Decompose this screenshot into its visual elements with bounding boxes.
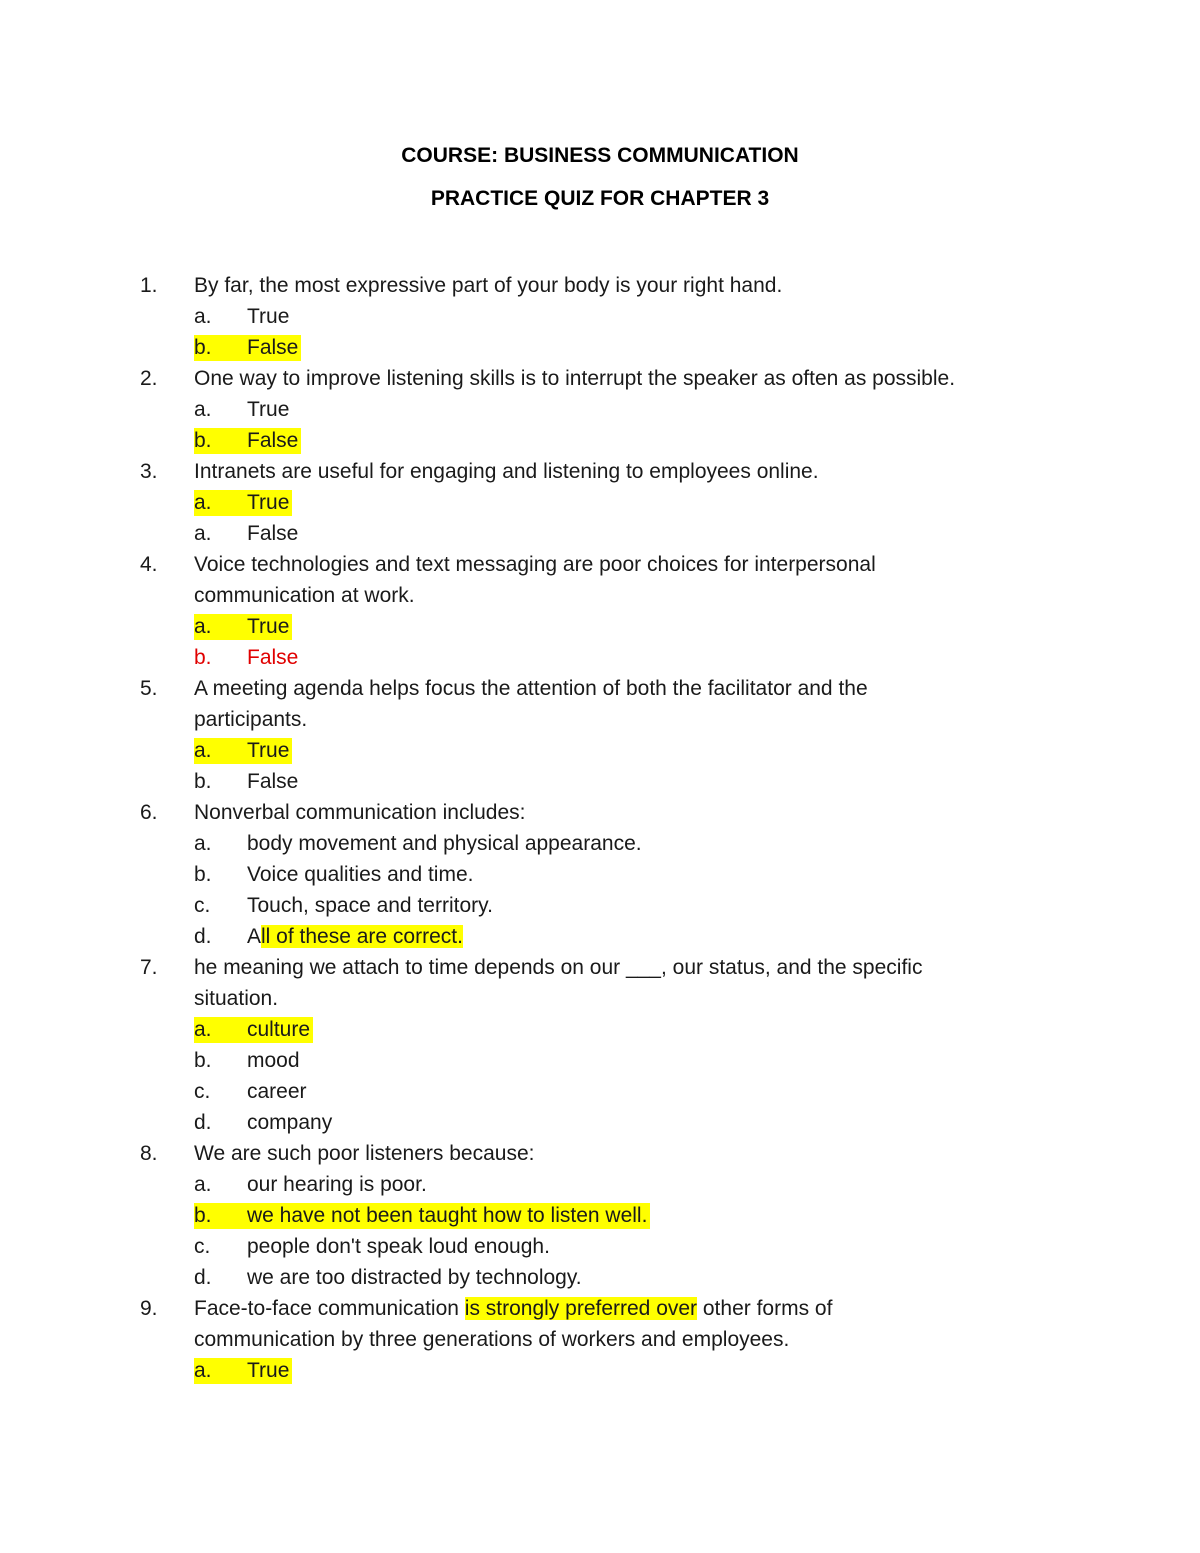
course-title: COURSE: BUSINESS COMMUNICATION <box>401 144 799 167</box>
option-a: a. True <box>194 305 290 328</box>
option <box>0 394 1200 425</box>
option <box>0 1076 1200 1107</box>
question-text: Face-to-face communication is strongly preferred over other forms of <box>194 1297 833 1320</box>
question-8 <box>0 1138 1200 1169</box>
question-text-continued <box>0 983 1200 1014</box>
question-6 <box>0 797 1200 828</box>
option-c: c. people don't speak loud enough. <box>194 1235 550 1258</box>
question-text-continued <box>0 704 1200 735</box>
option <box>0 487 1200 518</box>
question-text: We are such poor listeners because: <box>194 1142 535 1165</box>
question-text: Voice technologies and text messaging are poor choices for interpersonal <box>194 553 876 576</box>
question-number: 7. <box>140 956 158 979</box>
option <box>0 735 1200 766</box>
option <box>0 425 1200 456</box>
question-number: 4. <box>140 553 158 576</box>
question-number: 1. <box>140 274 158 297</box>
question-number: 8. <box>140 1142 158 1165</box>
option-d: d. we are too distracted by technology. <box>194 1266 582 1289</box>
option <box>0 1262 1200 1293</box>
option <box>0 1045 1200 1076</box>
question-number: 5. <box>140 677 158 700</box>
question-5 <box>0 673 1200 704</box>
question-number: 6. <box>140 801 158 824</box>
question-text: situation. <box>194 987 279 1010</box>
option <box>0 890 1200 921</box>
question-7 <box>0 952 1200 983</box>
option <box>0 828 1200 859</box>
option <box>0 1014 1200 1045</box>
option-d: d. All of these are correct. <box>194 925 463 948</box>
option-a: a. True <box>194 398 290 421</box>
option-b: b. Voice qualities and time. <box>194 863 474 886</box>
option-a-highlighted: a. True <box>194 614 292 640</box>
option <box>0 1200 1200 1231</box>
option <box>0 332 1200 363</box>
question-text: A meeting agenda helps focus the attention of both the facilitator and the <box>194 677 868 700</box>
option <box>0 766 1200 797</box>
option <box>0 642 1200 673</box>
question-number: 9. <box>140 1297 158 1320</box>
option <box>0 1169 1200 1200</box>
question-text: Nonverbal communication includes: <box>194 801 526 824</box>
option-b-highlighted: b. False <box>194 428 301 454</box>
quiz-list <box>0 270 1200 1386</box>
question-1 <box>0 270 1200 301</box>
question-text: he meaning we attach to time depends on our ___, our status, and the specific <box>194 956 923 979</box>
question-text: communication by three generations of workers and employees. <box>194 1328 790 1351</box>
option-a2: a. False <box>194 522 299 545</box>
option-b-highlighted: b. False <box>194 335 301 361</box>
option-a-highlighted: a. culture <box>194 1017 313 1043</box>
option <box>0 1355 1200 1386</box>
option-d: d. company <box>194 1111 333 1134</box>
option-a-highlighted: a. True <box>194 490 292 516</box>
option-a-highlighted: a. True <box>194 1358 292 1384</box>
question-text: Intranets are useful for engaging and listening to employees online. <box>194 460 819 483</box>
option <box>0 1231 1200 1262</box>
question-text-continued <box>0 580 1200 611</box>
question-number: 2. <box>140 367 158 390</box>
quiz-title: PRACTICE QUIZ FOR CHAPTER 3 <box>430 187 770 210</box>
question-9 <box>0 1293 1200 1324</box>
option <box>0 301 1200 332</box>
option <box>0 611 1200 642</box>
question-text: One way to improve listening skills is to interrupt the speaker as often as possible. <box>194 367 956 390</box>
option <box>0 859 1200 890</box>
question-3 <box>0 456 1200 487</box>
option-a: a. body movement and physical appearance. <box>194 832 642 855</box>
option-a: a. our hearing is poor. <box>194 1173 427 1196</box>
option-c: c. Touch, space and territory. <box>194 894 493 917</box>
question-4 <box>0 549 1200 580</box>
option-c: c. career <box>194 1080 307 1103</box>
highlighted-phrase: is strongly preferred over <box>464 1297 698 1320</box>
option-b: b. False <box>194 770 299 793</box>
option <box>0 1107 1200 1138</box>
highlighted-answer: ll of these are correct. <box>261 925 463 948</box>
question-text: communication at work. <box>194 584 415 607</box>
question-text: By far, the most expressive part of your body is your right hand. <box>194 274 783 297</box>
question-2 <box>0 363 1200 394</box>
option <box>0 518 1200 549</box>
question-text-continued <box>0 1324 1200 1355</box>
option <box>0 921 1200 952</box>
option-b-red: b. False <box>194 646 299 669</box>
question-text: participants. <box>194 708 308 731</box>
option-a-highlighted: a. True <box>194 738 292 764</box>
option-b-highlighted: b. we have not been taught how to listen well. <box>194 1203 650 1229</box>
option-b: b. mood <box>194 1049 300 1072</box>
question-number: 3. <box>140 460 158 483</box>
